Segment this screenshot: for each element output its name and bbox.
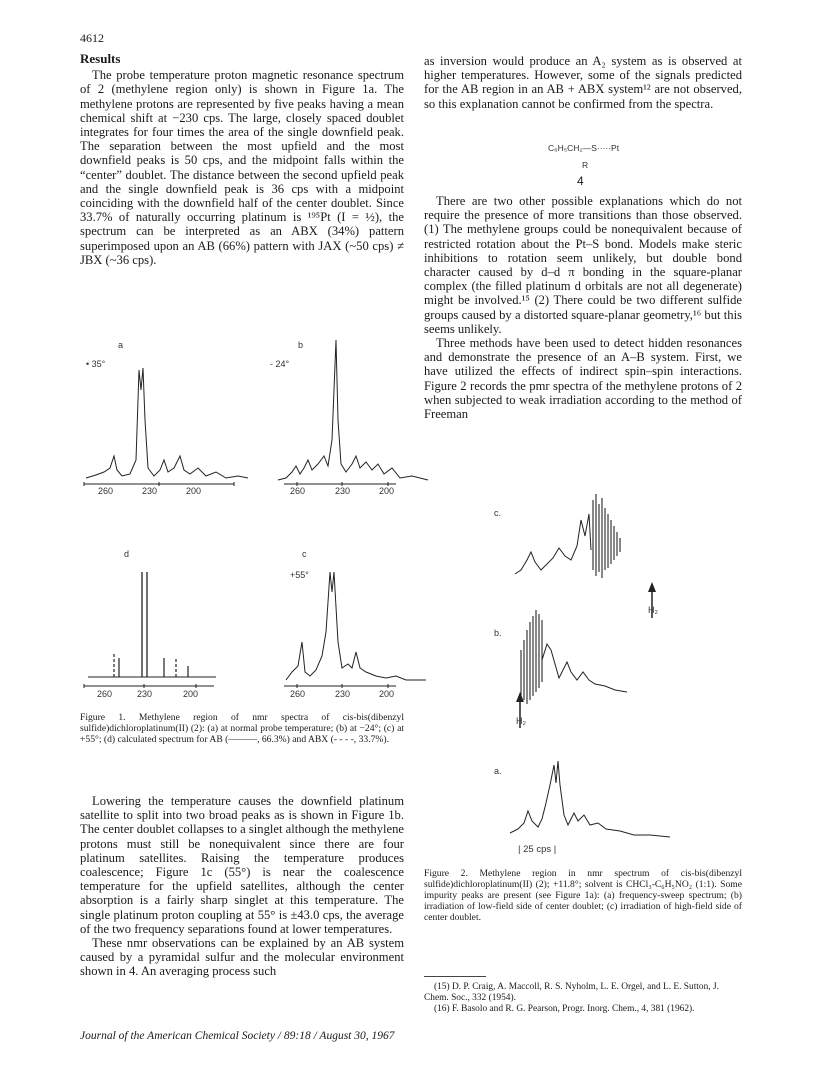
results-paragraph-1: The probe temperature proton magnetic resonance spectrum of 2 (methylene region only) is shown in Figure 1a. The methylene protons are represented by five peaks having a mean chemical shift at −230 cps. The large, closely spaced doublet integrates for four times the area of the single downfield peak. The separation between the most upfield and the most downfield peaks is 50 cps, and the midpoint falls within the “center” doublet. The distance between the second upfield peak and the single downfield peak is 36 cps with a midpoint coinciding with the downfield half of the center doublet. Since 33.7% of naturally occurring platinum is ¹⁹⁵Pt (I = ½), the spectrum can be interpreted as an ABX (34%) pattern superimposed upon an AB (66%) pattern with JAX (~50 cps) ≠ JBX (~36 cps). [80,68,404,267]
footnote-rule [424,976,486,977]
structure-4-number: 4 [577,174,584,188]
reference-16: (16) F. Basolo and R. G. Pearson, Progr. Inorg. Chem., 4, 381 (1962). [434,1004,695,1014]
journal-footer: Journal of the American Chemical Society / 89:18 / August 30, 1967 [80,1030,395,1042]
structure-4-r: R [582,160,589,170]
fig2-h2-label-b: H₂ [516,716,526,726]
fig2-scale-bar: | 25 cps | [518,844,557,855]
fig1-tick-200-top-left: 200 [186,486,202,496]
fig1-tick-230-bottom-right: 230 [335,689,351,699]
results-paragraph-3: These nmr observations can be explained by an AB system caused by a pyramidal sulfur and the molecular environment shown in 4. An averaging process such [80,936,404,979]
fig1-panel-b-temp: - 24° [270,359,290,369]
right-column-top [424,54,742,111]
structure-4-formula: C₆H₅CH₂—S·····Pt [548,143,620,153]
fig1-tick-260-bottom-left: 260 [97,689,113,699]
fig1-tick-260-bottom-right: 260 [290,689,306,699]
fig1-tick-260-top-right: 260 [290,486,306,496]
fig2-label-a: a. [494,766,502,776]
reference-15: (15) D. P. Craig, A. Maccoll, R. S. Nyholm, L. E. Orgel, and L. E. Sutton, J. Chem. Soc., 332 (1954). [424,982,719,1003]
fig2-label-c: c. [494,508,502,518]
page-number: 4612 [80,31,104,45]
left-column-bottom [80,794,404,979]
right-column-middle [424,194,742,421]
figure-2-caption: Figure 2. Methylene region in nmr spectrum of cis-bis(dibenzyl sulfide)dichloroplatinum(II) (2); +11.8°; solvent is CHCl₃-C₆H₅NO₂ (1:1). Some impurity peaks are present (see Figure 1a): (a) frequency-sweep spectrum; (b) irradiation of low-field side of center doublet; (c) irradiation of high-field side of center doublet. [424,868,742,923]
fig2-trace-a [510,755,680,845]
fig1-spectrum-b [278,340,438,490]
results-paragraph-2: Lowering the temperature causes the downfield platinum satellite to split into two broad peaks as is shown in Figure 1b. The center doublet collapses to a singlet although the methylene protons must still be nonequivalent since there are four platinum satellites. Raising the temperature produces coalescence; Figure 1c (55°) is near the coalescence temperature for the upfield satellites, although the center absorption is a fairly sharp singlet at this temperature. The single platinum proton coupling at 55° is ±43.0 cps, the average of the two frequency separations found at lower temperatures. [80,794,404,936]
fig2-trace-b [515,600,675,710]
fig2-h2-arrow-b [510,692,530,732]
fig1-tick-230-top-right: 230 [335,486,351,496]
fig2-label-b: b. [494,628,502,638]
left-column-top [80,52,404,267]
figure-1-caption: Figure 1. Methylene region of nmr spectra of cis-bis(dibenzyl sulfide)dichloroplatinum(II) (2): (a) at normal probe temperature; (b) at −24°; (c) at +55°; (d) calculated spectrum for AB (———, 66.3%) and ABX (- - - -, 33.7%). [80,712,404,745]
fig1-tick-260-top-left: 260 [98,486,114,496]
fig1-panel-a-temp: • 35° [86,359,106,369]
fig1-panel-c-label: c [302,549,307,559]
fig1-panel-d-label: d [124,549,130,559]
fig1-axes [84,470,484,710]
fig1-tick-230-top-left: 230 [142,486,158,496]
fig1-panel-b-label: b [298,340,304,350]
right-paragraph-3: Three methods have been used to detect hidden resonances and demonstrate the presence of an A–B system. First, we have utilized the effects of indirect spin–spin interactions. Figure 2 records the pmr spectra of the methylene protons of 2 when subjected to weak irradiation according to the method of Freeman [424,336,742,422]
fig1-tick-200-top-right: 200 [379,486,395,496]
fig2-h2-label-c: H₂ [648,605,658,615]
right-paragraph-2: There are two other possible explanations which do not require the presence of more transitions than those observed. (1) The methylene groups could be nonequivalent because of restricted rotation about the Pt–S bond. Models make steric inhibitions to rotation seem unlikely, but double bond character caused by d–d π bonding in the square-planar complex (the filled platinum d orbitals are not all degenerate) might be involved.¹⁵ (2) There could be two different sulfide groups caused by a distorted square-planar geometry,¹⁶ but this seems unlikely. [424,194,742,336]
fig1-tick-230-bottom-left: 230 [137,689,153,699]
section-heading: Results [80,51,121,66]
references [424,982,742,1015]
fig1-tick-200-bottom-left: 200 [183,689,199,699]
right-paragraph-1: as inversion would produce an A₂ system as is observed at higher temperatures. However, some of the signals predicted for the AB region in an AB + ABX system¹² are not observed, so this explanation cannot be confirmed from the spectra. [424,54,742,111]
fig1-panel-c-temp: +55° [290,570,309,580]
fig1-tick-200-bottom-right: 200 [379,689,395,699]
fig1-panel-a-label: a [118,340,124,350]
